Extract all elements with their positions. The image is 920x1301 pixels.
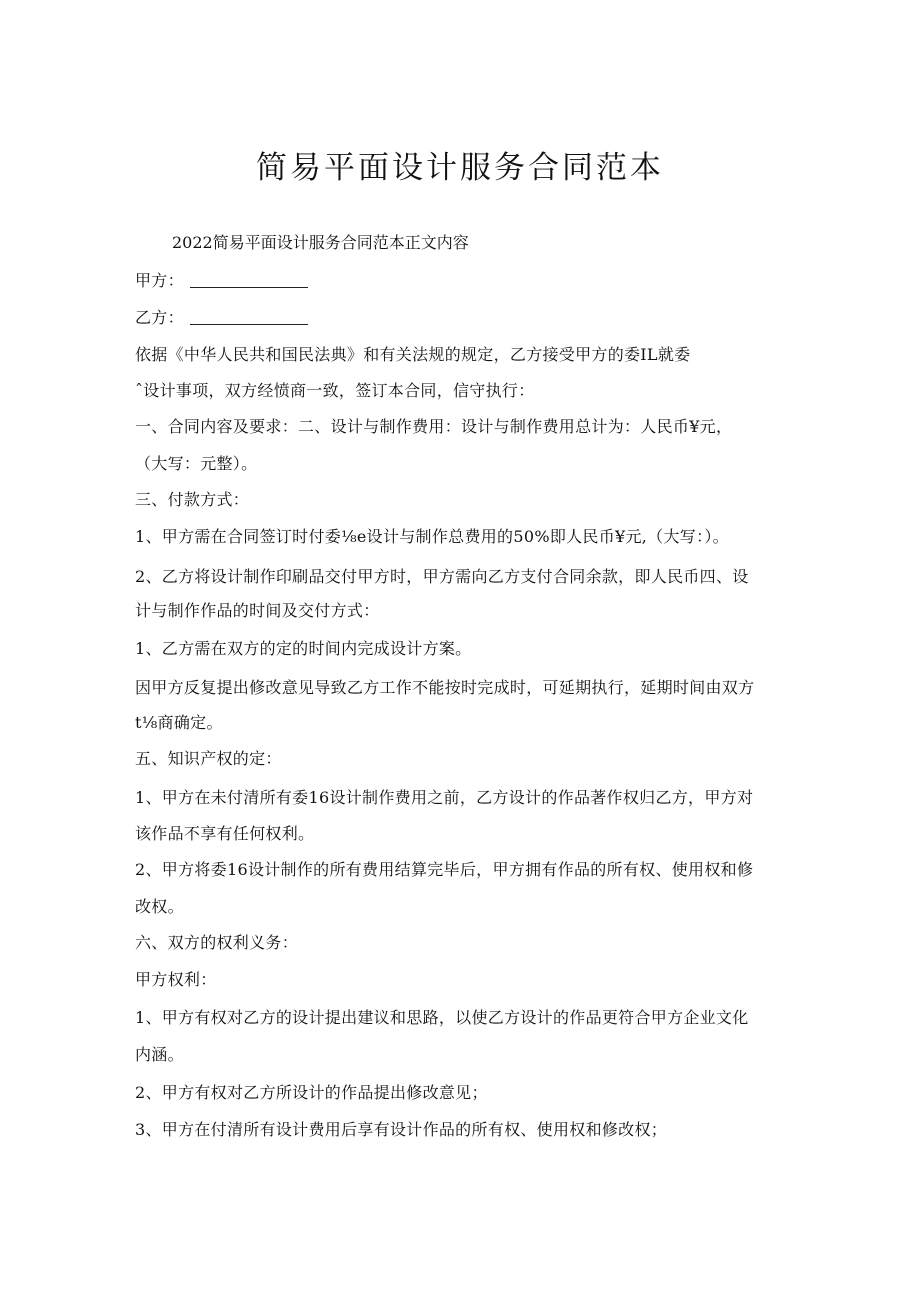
party-a-line [135,268,308,294]
section-heading: 五、知识产权的定： [135,749,282,768]
section-heading: 三、付款方式： [135,490,250,509]
body-line: 因甲方反复提出修改意见导致乙方工作不能按时完成时，可延期执行，延期时间由双方 [135,678,755,697]
body-line: 3、甲方在付清所有设计费用后享有设计作品的所有权、使用权和修改权； [135,1120,668,1139]
body-line: 1、乙方需在双方的定的时间内完成设计方案。 [135,639,472,658]
body-line: ˆ设计事项，双方经愤商一致，签订本合同，信守执行： [135,381,535,400]
body-line: （大写：元整）。 [135,454,258,473]
body-line: 计与制作作品的时间及交付方式： [135,601,380,620]
party-a-blank [190,269,308,288]
body-line: 2、甲方有权对乙方所设计的作品提出修改意见； [135,1083,488,1102]
party-b-blank [190,306,308,325]
body-line: 一、合同内容及要求：二、设计与制作费用：设计与制作费用总计为：人民币¥元， [135,417,733,436]
body-line: 内涵。 [135,1045,184,1064]
section-heading: 六、双方的权利义务： [135,933,299,952]
body-line: t⅛商确定。 [135,713,223,732]
body-line: 2、甲方将委16设计制作的所有费用结算完毕后，甲方拥有作品的所有权、使用权和修 [135,860,754,879]
party-a-label: 甲方： [135,271,184,290]
document-subtitle: 2022简易平面设计服务合同范本正文内容 [172,233,469,252]
body-line: 2、乙方将设计制作印刷品交付甲方时，甲方需向乙方支付合同余款，即人民币四、设 [135,567,749,586]
body-line: 依据《中华人民共和国民法典》和有关法规的规定，乙方接受甲方的委IL就委 [135,345,691,364]
party-b-line [135,305,308,331]
party-b-label: 乙方： [135,308,184,327]
body-line: 1、甲方有权对乙方的设计提出建议和思路，以使乙方设计的作品更符合甲方企业文化 [135,1008,749,1027]
document-title: 简易平面设计服务合同范本 [256,150,664,186]
body-line: 甲方权利： [135,970,217,989]
body-line: 改权。 [135,897,184,916]
body-line: 1、甲方需在合同签订时付委⅛e设计与制作总费用的50%即人民币¥元,（大写：）。 [135,527,729,546]
body-line: 该作品不享有任何权利。 [135,824,315,843]
body-line: 1、甲方在未付清所有委16设计制作费用之前，乙方设计的作品著作权归乙方，甲方对 [135,788,754,807]
